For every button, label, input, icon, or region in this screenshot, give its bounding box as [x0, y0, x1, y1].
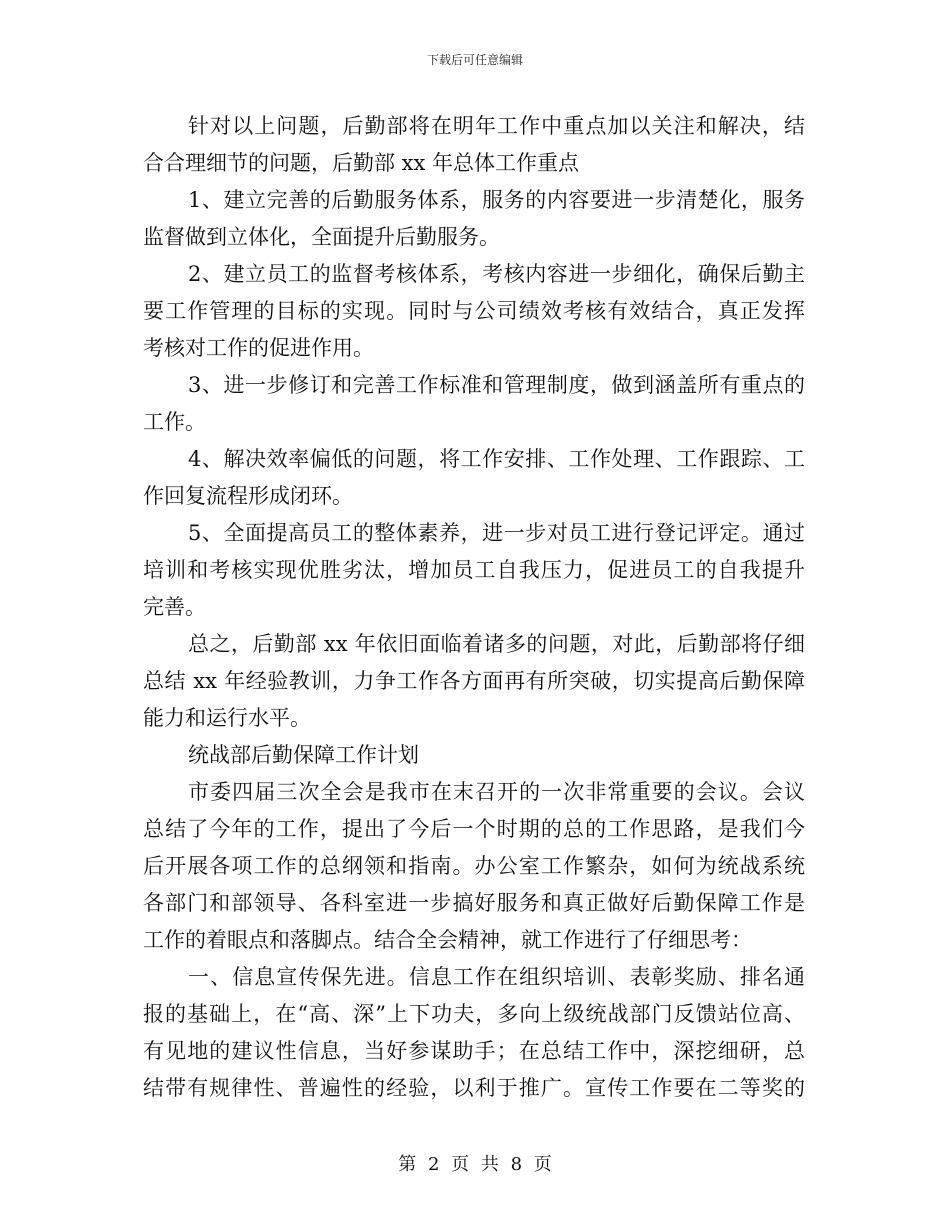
list-item-paragraph: [143, 256, 805, 367]
paragraph: [143, 774, 805, 959]
text-line: 市委四届三次全会是我市在末召开的一次非常重要的会议。会议: [188, 780, 805, 804]
text-line: 1、建立完善的后勤服务体系，服务的内容要进一步清楚化，服务: [188, 188, 805, 212]
text-line: 有见地的建议性信息，当好参谋助手；在总结工作中，深挖细研，总: [143, 1039, 805, 1063]
text-line: 完善。: [143, 595, 206, 619]
text-line: 3、进一步修订和完善工作标准和管理制度，做到涵盖所有重点的: [188, 373, 805, 397]
section-title: [143, 737, 805, 774]
text-line: 报的基础上，在“高、深”上下功夫，多向上级统战部门反馈站位高、: [143, 1002, 805, 1026]
page-header-note: 下载后可任意编辑: [426, 53, 523, 67]
section-title-text: 统战部后勤保障工作计划: [188, 743, 419, 767]
text-line: 5、全面提高员工的整体素养，进一步对员工进行登记评定。通过: [188, 521, 805, 545]
text-line: 一、信息宣传保先进。信息工作在组织培训、表彰奖励、排名通: [188, 965, 805, 989]
page-number: 第 2 页 共 8 页: [398, 1154, 552, 1175]
text-line: 总之，后勤部 xx 年依旧面临着诸多的问题，对此，后勤部将仔细: [188, 632, 805, 656]
paragraph: [143, 108, 805, 182]
text-line: 考核对工作的促进作用。: [143, 336, 374, 360]
text-line: 结带有规律性、普遍性的经验，以利于推广。宣传工作要在二等奖的: [143, 1076, 805, 1100]
list-item-paragraph: [143, 515, 805, 626]
text-line: 4、解决效率偏低的问题，将工作安排、工作处理、工作跟踪、工: [188, 447, 805, 471]
list-item-paragraph: [143, 182, 805, 256]
text-line: 工作。: [143, 410, 206, 434]
text-line: 后开展各项工作的总纲领和指南。办公室工作繁杂，如何为统战系统: [143, 854, 805, 878]
text-line: 工作的着眼点和落脚点。结合全会精神，就工作进行了仔细思考：: [143, 928, 752, 952]
list-item-paragraph: [143, 367, 805, 441]
text-line: 总结 xx 年经验教训，力争工作各方面再有所突破，切实提高后勤保障: [143, 669, 805, 693]
text-line: 针对以上问题，后勤部将在明年工作中重点加以关注和解决，结: [188, 114, 805, 138]
paragraph: [143, 959, 805, 1107]
text-line: 合合理细节的问题，后勤部 xx 年总体工作重点: [143, 151, 580, 175]
text-line: 要工作管理的目标的实现。同时与公司绩效考核有效结合，真正发挥: [143, 299, 805, 323]
list-item-paragraph: [143, 441, 805, 515]
paragraph: [143, 626, 805, 737]
text-line: 总结了今年的工作，提出了今后一个时期的总的工作思路，是我们今: [143, 817, 805, 841]
document-body: [143, 108, 805, 1107]
text-line: 监督做到立体化，全面提升后勤服务。: [143, 225, 500, 249]
text-line: 作回复流程形成闭环。: [143, 484, 353, 508]
text-line: 各部门和部领导、各科室进一步搞好服务和真正做好后勤保障工作是: [143, 891, 805, 915]
text-line: 培训和考核实现优胜劣汰，增加员工自我压力，促进员工的自我提升: [143, 558, 805, 582]
text-line: 能力和运行水平。: [143, 706, 311, 730]
text-line: 2、建立员工的监督考核体系，考核内容进一步细化，确保后勤主: [188, 262, 805, 286]
